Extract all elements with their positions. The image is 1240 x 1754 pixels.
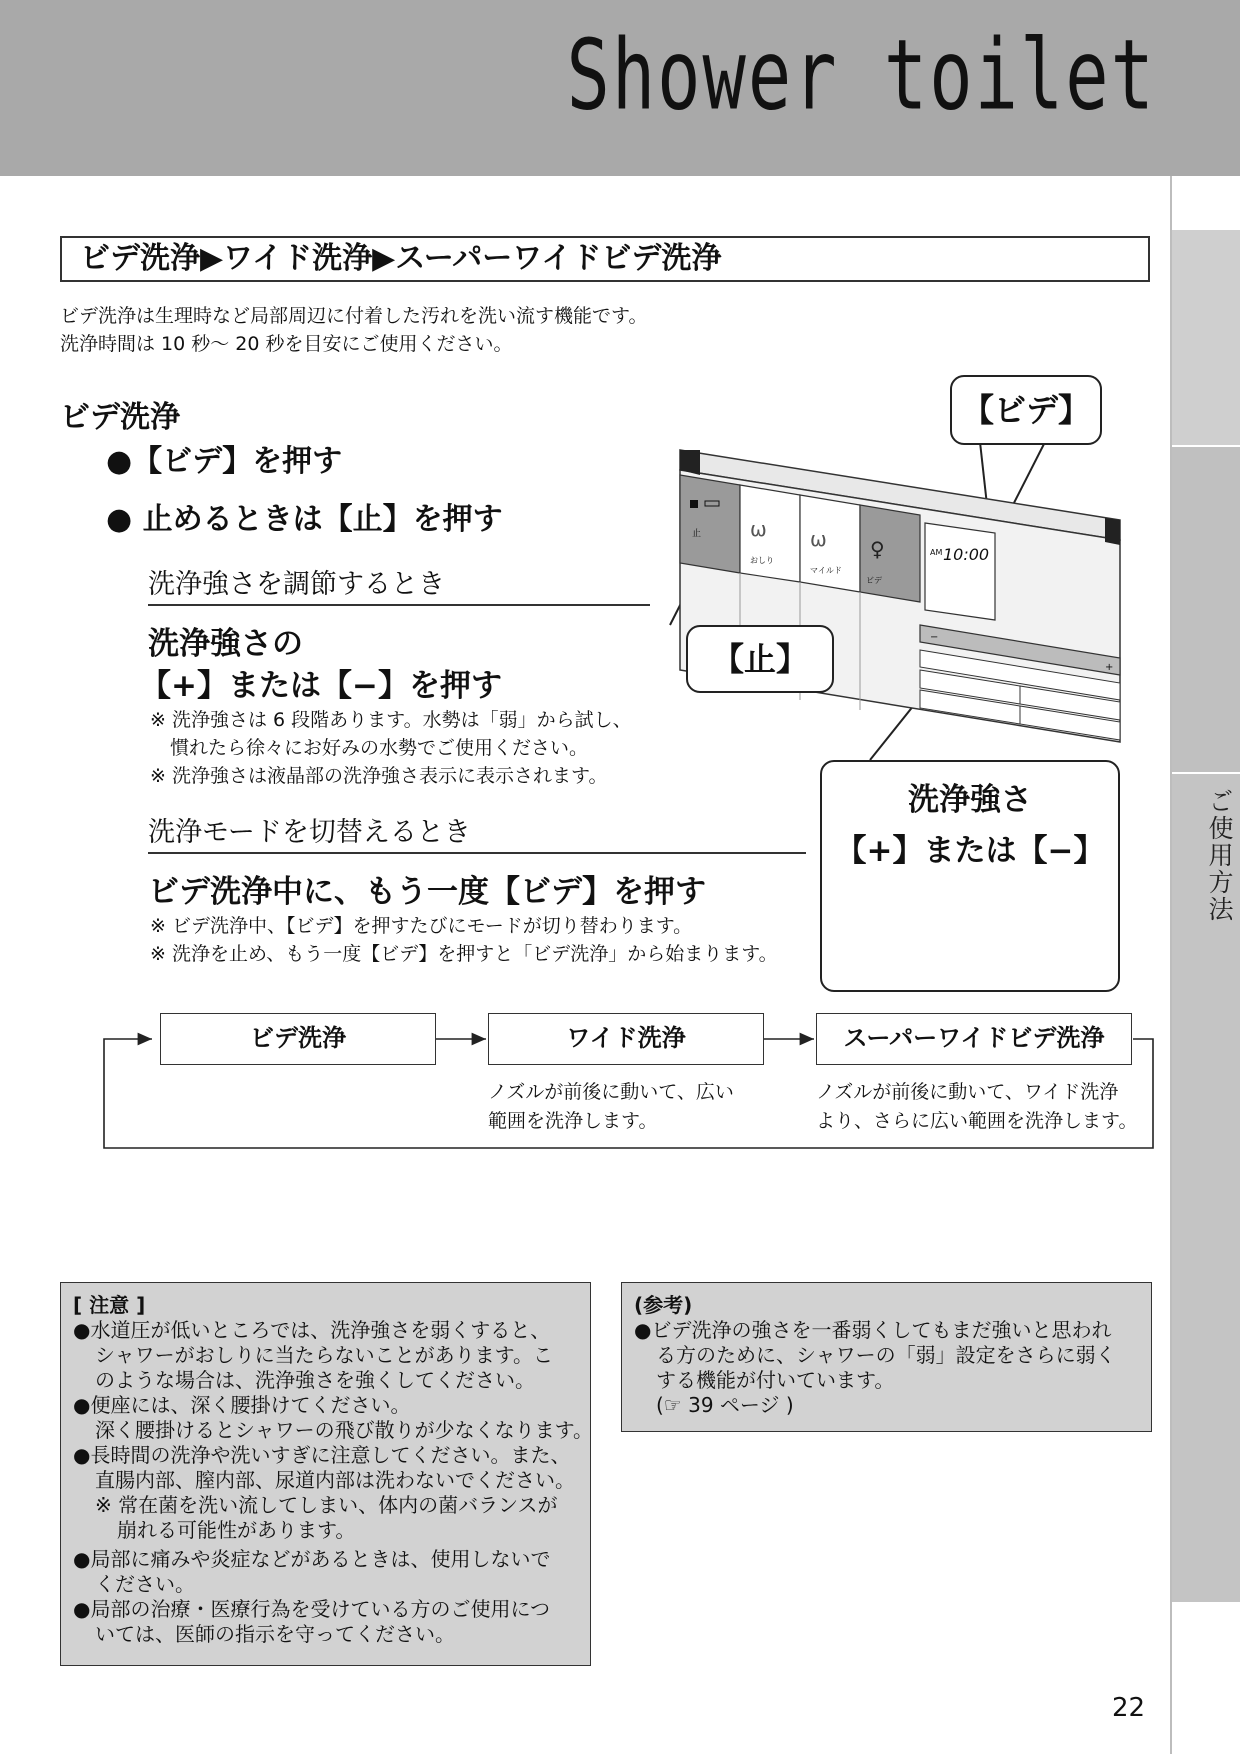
strength-subheading-rule — [148, 604, 650, 606]
intro-line-2: 洗浄時間は 10 秒～ 20 秒を目安にご使用ください。 — [60, 333, 513, 355]
caution-line: 直腸内部、膣内部、尿道内部は洗わないでください。 — [95, 1468, 575, 1492]
side-tab-2 — [1172, 447, 1240, 772]
svg-text:−: − — [930, 632, 939, 643]
mode-subheading: 洗浄モードを切替えるとき — [148, 817, 471, 848]
caution-line: ●局部に痛みや炎症などがあるときは、使用しないで — [73, 1547, 551, 1571]
caution-line: ●水道圧が低いところでは、洗浄強さを弱くすると、 — [73, 1318, 551, 1342]
callout-strength — [820, 760, 1120, 992]
reference-title: (参考) — [634, 1293, 693, 1317]
remote-lcd-am: AM — [930, 548, 943, 557]
reference-box — [621, 1282, 1152, 1432]
flow-wide-desc-2: 範囲を洗浄します。 — [488, 1110, 658, 1132]
strength-note-1: ※ 洗浄強さは 6 段階あります。水勢は「弱」から試し、 — [150, 709, 632, 731]
flow-step-wide: ワイド洗浄 — [488, 1013, 764, 1065]
svg-text:ω: ω — [810, 527, 827, 551]
caution-line: ください。 — [95, 1572, 195, 1596]
mode-note-1: ※ ビデ洗浄中、【ビデ】を押すたびにモードが切り替わります。 — [150, 915, 693, 937]
reference-line: する機能が付いています。 — [656, 1368, 895, 1392]
mode-action: ビデ洗浄中に、もう一度【ビデ】を押す — [148, 874, 706, 910]
strength-note-2: 慣れたら徐々にお好みの水勢でご使用ください。 — [170, 737, 589, 759]
caution-box — [60, 1282, 591, 1666]
callout-stop-button: 【止】 — [686, 625, 834, 693]
svg-text:おしり: おしり — [750, 556, 774, 565]
strength-note-3: ※ 洗浄強さは液晶部の洗浄強さ表示に表示されます。 — [150, 765, 608, 787]
mode-note-2: ※ 洗浄を止め、もう一度【ビデ】を押すと「ビデ洗浄」から始まります。 — [150, 943, 778, 965]
brand-logo: Shower toilet — [566, 18, 1156, 132]
caution-line: ※ 常在菌を洗い流してしまい、体内の菌バランスが — [95, 1493, 558, 1517]
remote-lcd-time: 10:00 — [943, 545, 990, 564]
page-number: 22 — [1112, 1693, 1146, 1723]
callout-strength-line-1: 洗浄強さ — [908, 782, 1032, 818]
caution-line: 深く腰掛けるとシャワーの飛び散りが少なくなります。 — [95, 1418, 593, 1442]
svg-text:ω: ω — [750, 517, 767, 541]
reference-line: (☞ 39 ページ ) — [656, 1393, 794, 1417]
bidet-heading: ビデ洗浄 — [60, 400, 180, 435]
callout-strength-line-2: 【+】または【−】 — [835, 833, 1105, 869]
svg-text:マイルド: マイルド — [810, 566, 842, 575]
step-press-bidet: ●【ビデ】を押す — [106, 444, 343, 479]
flow-step-bidet: ビデ洗浄 — [160, 1013, 436, 1065]
intro-line-1: ビデ洗浄は生理時など局部周辺に付着した汚れを洗い流す機能です。 — [60, 305, 648, 327]
svg-text:止: 止 — [692, 529, 702, 539]
caution-title: [ 注意 ] — [73, 1293, 146, 1317]
strength-action-line-2: 【+】または【−】を押す — [140, 668, 502, 704]
step-press-stop: ● 止めるときは【止】を押す — [106, 502, 503, 537]
reference-line: る方のために、シャワーの「弱」設定をさらに弱く — [656, 1343, 1116, 1367]
strength-subheading: 洗浄強さを調節するとき — [148, 569, 445, 600]
caution-line: のような場合は、洗浄強さを強くしてください。 — [95, 1368, 535, 1392]
flow-step-super-wide: スーパーワイドビデ洗浄 — [816, 1013, 1132, 1065]
svg-text:+: + — [1105, 662, 1114, 673]
caution-line: ●便座には、深く腰掛けてください。 — [73, 1393, 411, 1417]
svg-text:♀: ♀ — [870, 537, 885, 561]
caution-line: シャワーがおしりに当たらないことがあります。こ — [95, 1343, 553, 1367]
svg-text:ビデ: ビデ — [866, 576, 882, 585]
side-tab-label: ご使用方法 — [1205, 788, 1234, 923]
caution-line: ●長時間の洗浄や洗いすぎに注意してください。また、 — [73, 1443, 571, 1467]
flow-wide-desc-1: ノズルが前後に動いて、広い — [488, 1081, 734, 1103]
callout-bidet-button: 【ビデ】 — [950, 375, 1102, 445]
flow-super-desc-2: より、さらに広い範囲を洗浄します。 — [816, 1110, 1138, 1132]
caution-line: いては、医師の指示を守ってください。 — [95, 1622, 455, 1646]
flow-super-desc-1: ノズルが前後に動いて、ワイド洗浄 — [816, 1081, 1119, 1103]
strength-action-line-1: 洗浄強さの — [148, 626, 303, 662]
caution-line: ●局部の治療・医療行為を受けている方のご使用につ — [73, 1597, 551, 1621]
section-title: ビデ洗浄▶ワイド洗浄▶スーパーワイドビデ洗浄 — [60, 236, 1150, 282]
side-tab-1 — [1172, 230, 1240, 445]
reference-line: ●ビデ洗浄の強さを一番弱くしてもまだ強いと思われ — [634, 1318, 1112, 1342]
caution-line: 崩れる可能性があります。 — [117, 1518, 356, 1542]
